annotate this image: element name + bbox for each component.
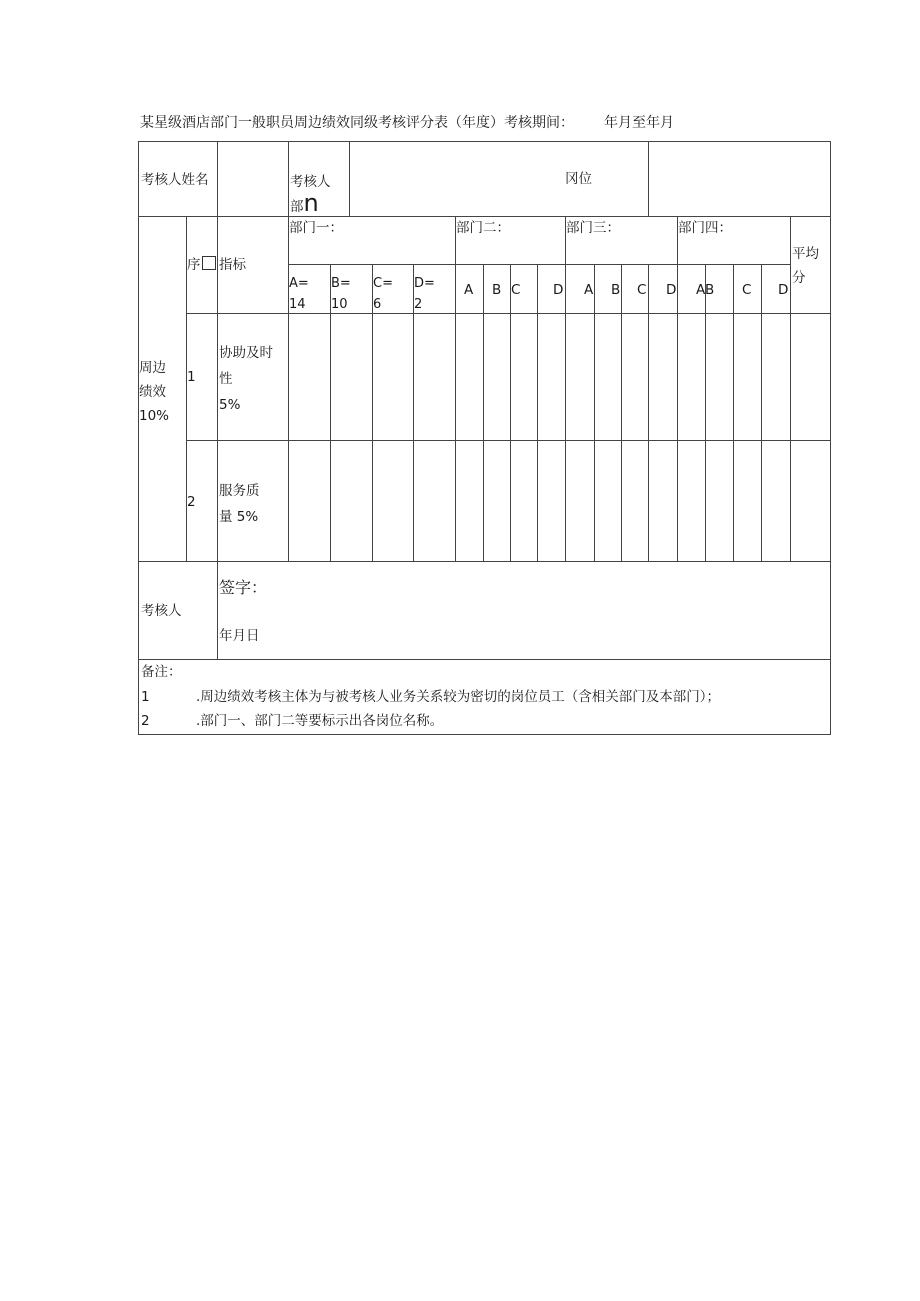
form-title [140, 112, 674, 132]
note-2-number: 2 [141, 713, 150, 729]
rule-v-avg [790, 216, 791, 561]
assessor-dept-label: 考核人 [290, 174, 331, 190]
category-label: 周边 绩效 10% [139, 360, 170, 424]
average-label: 平均 [792, 246, 819, 262]
rule-v-d2 [455, 216, 456, 561]
rule-v-g [621, 264, 622, 561]
position-label: 冈位 [565, 171, 592, 187]
indicator-label: 指标 [219, 257, 246, 273]
rule-v-g [483, 264, 484, 561]
row-1-indicator: 协助及时 性 5% [219, 345, 273, 413]
rule-h-sign [139, 659, 830, 660]
grade-d-value: D= 2 [414, 276, 435, 312]
rule-v-g [537, 264, 538, 561]
grade-letter: A [696, 282, 706, 298]
rule-v-h3 [349, 142, 350, 216]
rule-h-body [139, 561, 830, 562]
rule-v-g [594, 264, 595, 561]
grade-letter: A [584, 282, 594, 298]
grade-letter: B [611, 282, 621, 298]
rule-v-seq [217, 216, 218, 659]
rule-v-h1 [217, 142, 218, 216]
rule-v-ind [288, 216, 289, 561]
rule-v-h2 [288, 142, 289, 216]
rule-v-g [648, 264, 649, 561]
grade-letter: D [553, 282, 564, 298]
rule-v-g [733, 264, 734, 561]
row-2-seq: 2 [187, 494, 196, 510]
row-1-seq: 1 [187, 369, 196, 385]
grade-letter: D [666, 282, 677, 298]
grade-letter: C [742, 282, 752, 298]
note-1-number: 1 [141, 689, 150, 705]
grade-letter: A [464, 282, 474, 298]
assessment-period: 年月至年月 [604, 115, 674, 131]
rule-v-g [510, 264, 511, 561]
note-1-text: .周边绩效考核主体为与被考核人业务关系较为密切的岗位员工（含相关部门及本部门）； [196, 689, 721, 705]
seq-label: 序 [187, 253, 216, 277]
grade-letter: D [778, 282, 789, 298]
grade-letter: B [492, 282, 502, 298]
grade-a-value: A= 14 [289, 276, 309, 312]
dept-3-label: 部门三： [566, 220, 620, 236]
dept-1-label: 部门一： [289, 220, 343, 236]
rule-v-g [705, 264, 706, 561]
rule-v-h4 [648, 142, 649, 216]
grade-b-value: B= 10 [331, 276, 351, 312]
assessor-name-label: 考核人姓名 [141, 172, 209, 188]
rule-v-g [761, 264, 762, 561]
missing-glyph-box [202, 256, 216, 270]
grade-letter: C [511, 282, 521, 298]
form-title-main: 某星级酒店部门一般职员周边绩效同级考核评分表（年度）考核期间： [140, 115, 574, 131]
dept-2-label: 部门二： [456, 220, 510, 236]
rule-h-dept [288, 264, 790, 265]
signature-label: 签字： [219, 578, 268, 597]
grade-letter: C [637, 282, 647, 298]
grade-c-value: C= 6 [373, 276, 393, 312]
signature-date-label: 年月日 [219, 628, 260, 644]
rule-v-d3 [565, 216, 566, 561]
evaluation-table [138, 141, 831, 735]
dept-4-label: 部门四： [678, 220, 732, 236]
signature-assessor-label: 考核人 [141, 603, 182, 619]
assessor-dept-label-2: 部n [290, 189, 319, 217]
rule-v-d4 [677, 216, 678, 561]
note-2-text: .部门一、部门二等要标示出各岗位名称。 [196, 713, 444, 729]
row-2-indicator: 服务质 量 5% [219, 483, 260, 525]
grade-letter: B [705, 282, 715, 298]
notes-heading: 备注： [141, 664, 182, 680]
average-label-2: 分 [792, 270, 806, 286]
